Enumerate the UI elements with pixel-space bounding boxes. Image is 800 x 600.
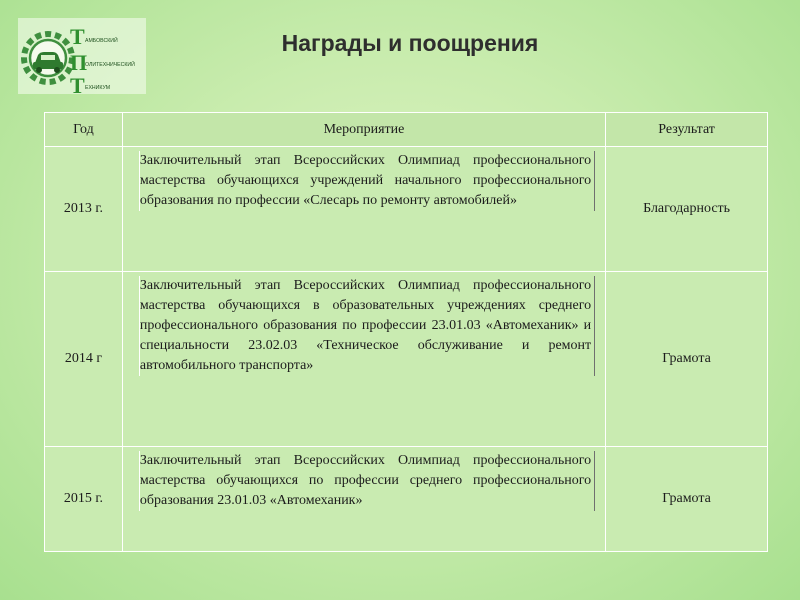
page-title: Награды и поощрения (281, 30, 539, 56)
logo-line-1: АМБОВСКИЙ (85, 38, 118, 44)
table-row (45, 447, 768, 552)
table-header-row (45, 113, 768, 147)
table-row (45, 272, 768, 447)
header-event: Мероприятие (122, 113, 605, 147)
cell-event (122, 447, 605, 552)
cell-event (122, 147, 605, 272)
cell-result: Грамота (606, 447, 768, 552)
awards-table (44, 112, 768, 552)
logo-line-2: ОЛИТЕХНИЧЕСКИЙ (85, 62, 135, 68)
event-text: Заключительный этап Всероссийских Олимпиад профессионального мастерства обучающихся в образовательных учреждениях среднего профессионального образования по профессии 23.01.03 «Автомеханик» и специальности 23.02.03 «Техническое обслуживание и ремонт автомобильного транспорта» (139, 276, 595, 376)
cell-year: 2013 г. (45, 147, 123, 272)
header-year: Год (45, 113, 123, 147)
header-result: Результат (606, 113, 768, 147)
event-text: Заключительный этап Всероссийских Олимпиад профессионального мастерства обучающихся по профессии среднего профессионального образования 23.01.03 «Автомеханик» (139, 451, 595, 511)
cell-result: Грамота (606, 272, 768, 447)
cell-year: 2014 г (45, 272, 123, 447)
logo-letter-t1: Т (70, 24, 85, 49)
event-text: Заключительный этап Всероссийских Олимпиад профессионального мастерства обучающихся учреждений начального профессионального образования по профессии «Слесарь по ремонту автомобилей» (139, 151, 595, 211)
cell-result: Благодарность (606, 147, 768, 272)
logo-line-3: ЕХНИКУМ (85, 85, 111, 91)
logo-letter-t2: Т (70, 73, 85, 94)
cell-event (122, 272, 605, 447)
table-row (45, 147, 768, 272)
cell-year: 2015 г. (45, 447, 123, 552)
logo-letter-p: П (70, 50, 88, 75)
